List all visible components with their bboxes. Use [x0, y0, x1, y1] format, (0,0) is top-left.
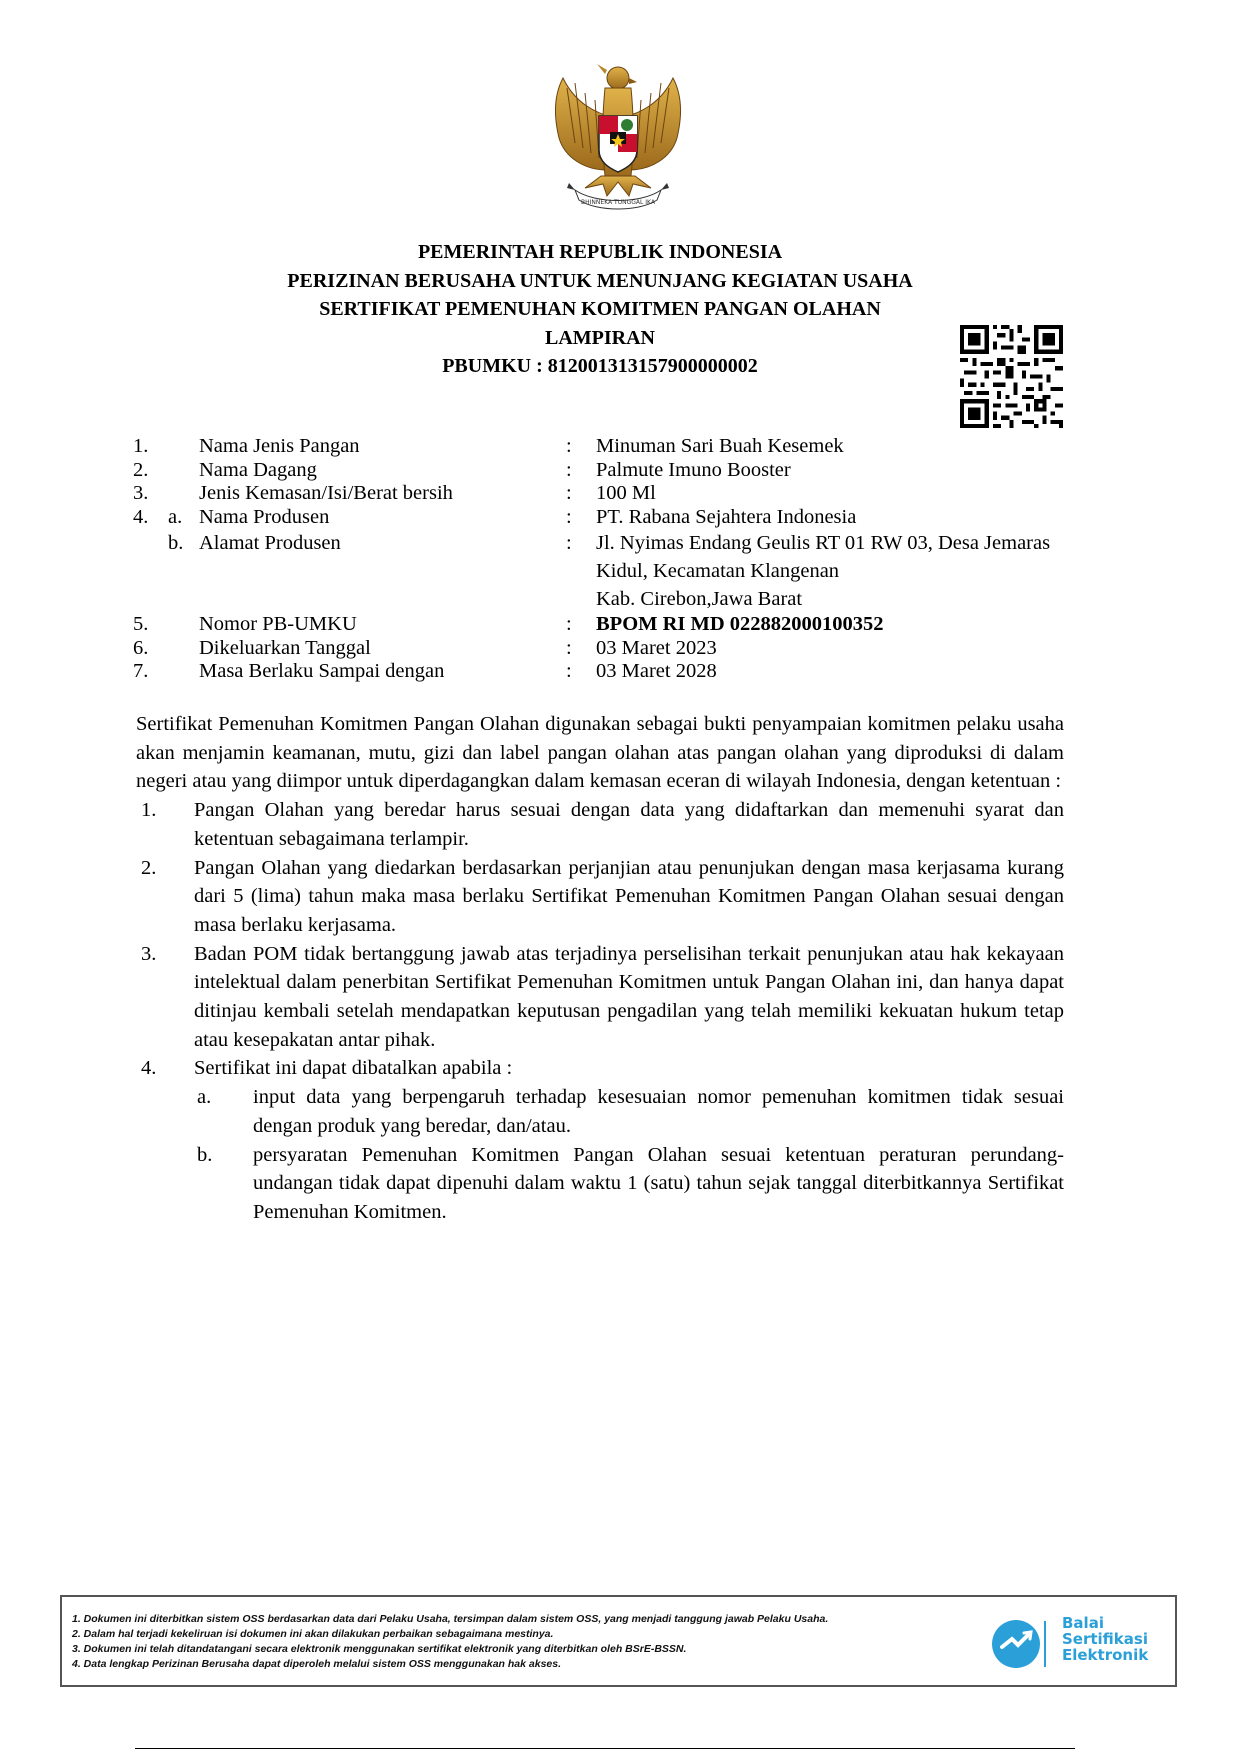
terms-item-text: Pangan Olahan yang beredar harus sesuai dengan data yang didaftarkan dan memenuhi syarat dan ketentuan sebagaimana terlampir.: [194, 799, 1064, 850]
header-pbumku-number: PBUMKU : 812001313157900000002: [442, 355, 758, 377]
terms-item-text: Sertifikat ini dapat dibatalkan apabila :: [194, 1057, 513, 1080]
field-label: Alamat Produsen: [199, 532, 341, 554]
terms-subitem-letter: a.: [197, 1086, 212, 1109]
terms-item-text: Pangan Olahan yang diedarkan berdasarkan perjanjian atau penunjukan dengan masa kerjasama kurang dari 5 (lima) tahun maka masa berlaku Sertifikat Pemenuhan Komitmen Pangan Olahan sesuai dengan masa berlaku kerjasama.: [194, 856, 1064, 936]
field-row: [133, 637, 1133, 661]
field-value-pb-umku: BPOM RI MD 022882000100352: [596, 613, 884, 635]
terms-subitem: [189, 1141, 1064, 1227]
field-value: 100 Ml: [596, 482, 656, 504]
terms-intro: Sertifikat Pemenuhan Komitmen Pangan Olahan digunakan sebagai bukti penyampaian komitmen pelaku usaha akan menjamin keamanan, mutu, gizi dan label pangan olahan atas pangan olahan yang diproduksi di dalam negeri atau yang diimpor untuk diperdagangkan dalam kemasan eceran di wilayah Indonesia, dengan ketentuan :: [136, 713, 1064, 793]
field-value: Kidul, Kecamatan Klangenan: [596, 560, 840, 582]
garuda-pancasila-emblem: [545, 58, 691, 218]
terms-subitem-text: input data yang berpengaruh terhadap kesesuaian nomor pemenuhan komitmen tidak sesuai dengan produk yang beredar, dan/atau.: [253, 1086, 1064, 1137]
field-colon: :: [566, 636, 572, 659]
field-colon: :: [566, 660, 572, 682]
bottom-divider: [135, 1748, 1075, 1749]
field-subnumber: a.: [168, 505, 183, 528]
field-row: [133, 482, 1133, 506]
qr-code: [960, 325, 1063, 428]
header-certificate-title: SERTIFIKAT PEMENUHAN KOMITMEN PANGAN OLAHAN: [319, 298, 881, 320]
field-value: Kab. Cirebon,Jawa Barat: [596, 588, 803, 610]
terms-item: [136, 854, 1064, 940]
header-government: PEMERINTAH REPUBLIK INDONESIA: [417, 241, 783, 263]
svg-text:BHINNEKA TUNGGAL IKA: BHINNEKA TUNGGAL IKA: [581, 199, 655, 206]
footer-notes: [72, 1612, 972, 1672]
terms-item: [136, 940, 1064, 1055]
field-colon: :: [566, 613, 572, 635]
field-label: Nama Produsen: [199, 505, 330, 528]
footer-note: 2. Dalam hal terjadi kekeliruan isi dokumen ini akan dilakukan perbaikan sebagaimana mestinya.: [72, 1628, 554, 1640]
terms-subitem-letter: b.: [197, 1143, 213, 1166]
field-row-continuation: [133, 557, 1133, 585]
field-row: [133, 435, 1133, 459]
footer-note: 3. Dokumen ini telah ditandatangani secara elektronik menggunakan sertifikat elektronik yang diterbitkan oleh BSrE-BSSN.: [72, 1643, 687, 1655]
header-attachment: LAMPIRAN: [545, 326, 655, 349]
terms-item-number: 3.: [141, 942, 157, 965]
field-value: Palmute Imuno Booster: [596, 458, 791, 481]
field-row-continuation: [133, 585, 1133, 613]
terms-item-text: Badan POM tidak bertanggung jawab atas terjadinya perselisihan terkait penunjukan atau hak kekayaan intelektual dalam penerbitan Sertifikat Pemenuhan Komitmen untuk Pangan Olahan ini, dan hanya dapat ditinjau kembali setelah mendapatkan keputusan pengadilan yang telah memiliki kekuatan hukum tetap atau kesepakatan antar pihak.: [194, 942, 1064, 1051]
terms-item-number: 2.: [141, 856, 157, 879]
terms-item-number: 4.: [141, 1057, 157, 1080]
field-subnumber: b.: [168, 532, 184, 554]
field-label: Dikeluarkan Tanggal: [199, 636, 371, 659]
terms-subitem: [189, 1083, 1064, 1140]
header-licensing: PERIZINAN BERUSAHA UNTUK MENUNJANG KEGIATAN USAHA: [287, 269, 913, 292]
field-value: Minuman Sari Buah Kesemek: [596, 435, 844, 457]
bsre-logo-line: Elektronik: [1062, 1646, 1149, 1664]
field-value: 03 Maret 2028: [596, 660, 717, 682]
field-number: 1.: [133, 435, 149, 457]
field-label: Nama Jenis Pangan: [199, 435, 360, 457]
bsre-logo-icon: [988, 1617, 1048, 1671]
terms-subitem-text: persyaratan Pemenuhan Komitmen Pangan Olahan sesuai ketentuan peraturan perundang-undangan tidak dapat dipenuhi dalam waktu 1 (satu) tahun sejak tanggal diterbitkannya Sertifikat Pemenuhan Komitmen.: [253, 1143, 1064, 1223]
field-row: [133, 506, 1133, 530]
footer-disclaimer-box: [60, 1595, 1177, 1687]
bsre-logo-line: Balai: [1062, 1614, 1104, 1632]
field-value: Jl. Nyimas Endang Geulis RT 01 RW 03, Desa Jemaras: [596, 532, 1051, 554]
field-row: [133, 660, 1133, 684]
field-row: [133, 529, 1133, 557]
field-number: 4.: [133, 505, 149, 528]
field-value: PT. Rabana Sejahtera Indonesia: [596, 505, 857, 528]
bsre-logo-line: Sertifikasi: [1062, 1630, 1148, 1648]
field-row: [133, 613, 1133, 637]
field-number: 3.: [133, 482, 149, 504]
field-number: 5.: [133, 613, 149, 635]
field-value: 03 Maret 2023: [596, 636, 717, 659]
bsre-logo-text: [1062, 1615, 1148, 1663]
terms-item: [136, 1054, 1064, 1083]
footer-note: 4. Data lengkap Perizinan Berusaha dapat diperoleh melalui sistem OSS menggunakan hak akses.: [72, 1658, 562, 1670]
field-label: Nomor PB-UMKU: [199, 613, 357, 635]
certificate-fields: [133, 435, 1133, 684]
field-label: Jenis Kemasan/Isi/Berat bersih: [199, 482, 453, 504]
field-label: Masa Berlaku Sampai dengan: [199, 660, 445, 682]
document-header: [150, 238, 1050, 381]
field-number: 6.: [133, 636, 149, 659]
field-colon: :: [566, 458, 572, 481]
field-label: Nama Dagang: [199, 458, 317, 481]
field-number: 2.: [133, 458, 149, 481]
field-colon: :: [566, 505, 572, 528]
field-number: 7.: [133, 660, 149, 682]
field-colon: :: [566, 435, 572, 457]
field-colon: :: [566, 532, 572, 554]
footer-note: 1. Dokumen ini diterbitkan sistem OSS berdasarkan data dari Pelaku Usaha, tersimpan dalam sistem OSS, yang menjadi tanggung jawab Pelaku Usaha.: [72, 1613, 829, 1625]
terms-item-number: 1.: [141, 799, 157, 822]
field-row: [133, 459, 1133, 483]
field-colon: :: [566, 482, 572, 504]
terms-item: [136, 796, 1064, 853]
certificate-terms: [136, 710, 1064, 1227]
